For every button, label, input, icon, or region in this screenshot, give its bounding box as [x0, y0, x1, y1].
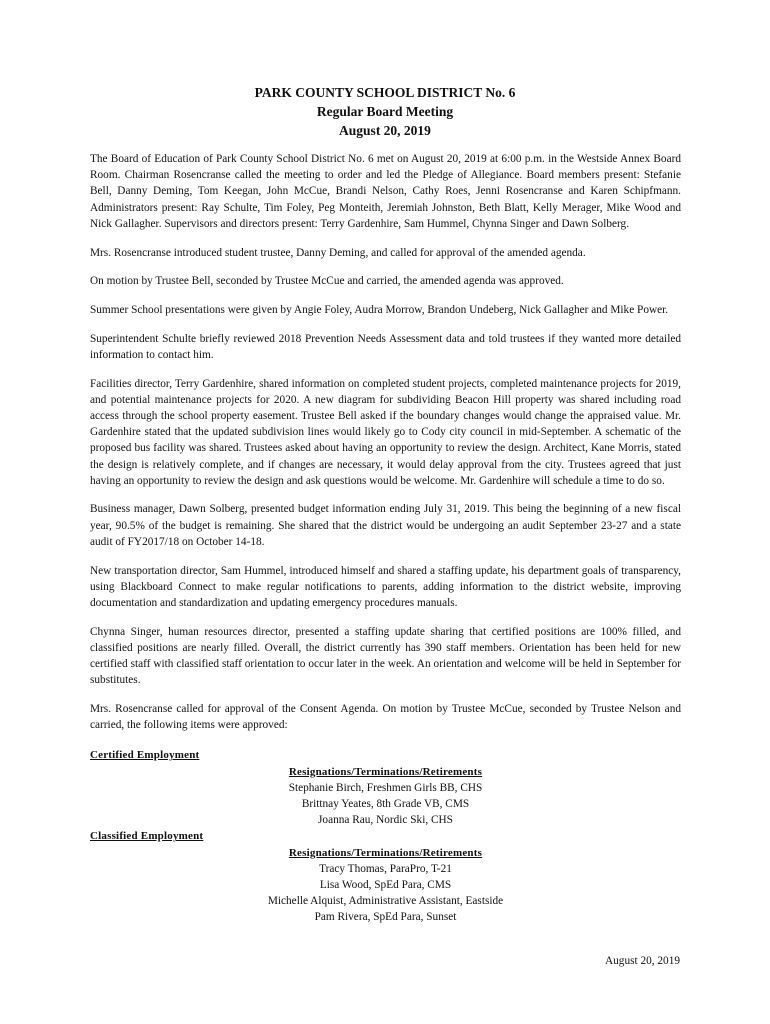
paragraph-student-trustee: Mrs. Rosencranse introduced student trustee, Danny Deming, and called for approval of the amended agenda. [90, 246, 586, 259]
list-item: Michelle Alquist, Administrative Assistant, Eastside [267, 895, 504, 908]
paragraph-attendance: The Board of Education of Park County School District No. 6 met on August 20, 2019 at 6:00 p.m. in the Westside Annex Board Room. Chairman Rosencranse called the meeting to order and led the Pledge of Allegiance. Board members present: Stefanie Bell, Danny Deming, Tom Keegan, John McCue, Brandi Nelson, Cathy Roes, Jenni Rosencranse and Karen Schipfmann. Administrators present: Ray Schulte, Tim Foley, Peg Monteith, Jeremiah Johnston, Beth Blatt, Kelly Merager, Mike Wood and Nick Gallagher. Supervisors and directors present: Terry Gardenhire, Sam Hummel, Chynna Singer and Dawn Solberg. [90, 153, 681, 230]
classified-employment-heading: Classified Employment [90, 830, 204, 843]
title-district: PARK COUNTY SCHOOL DISTRICT No. 6 [254, 85, 516, 100]
minutes-body [90, 151, 681, 926]
footer-date: August 20, 2019 [604, 955, 680, 967]
title-date: August 20, 2019 [339, 123, 431, 138]
certified-list [90, 764, 681, 829]
paragraph-superintendent: Superintendent Schulte briefly reviewed 2018 Prevention Needs Assessment data and told trustees if they wanted more detailed information to contact him. [90, 332, 681, 361]
paragraph-transportation: New transportation director, Sam Hummel, introduced himself and shared a staffing update, his department goals of transparency, using Blackboard Connect to make regular notifications to parents, adding information to the district website, improving documentation and standardization and updating emergency procedures manuals. [90, 564, 681, 609]
list-item: Brittnay Yeates, 8th Grade VB, CMS [301, 798, 470, 810]
title-meeting: Regular Board Meeting [316, 104, 454, 119]
document-title [0, 83, 770, 140]
paragraph-business: Business manager, Dawn Solberg, presented budget information ending July 31, 2019. This being the beginning of a new fiscal year, 90.5% of the budget is remaining. She shared that the district would be undergoing an audit September 23-27 and a state audit of FY2017/18 on October 14-18. [90, 503, 681, 548]
list-item: Lisa Wood, SpEd Para, CMS [319, 879, 452, 892]
paragraph-consent-agenda: Mrs. Rosencranse called for approval of the Consent Agenda. On motion by Trustee McCue, seconded by Trustee Nelson and carried, the following items were approved: [90, 702, 681, 732]
certified-subheading: Resignations/Terminations/Retirements [288, 765, 483, 778]
certified-employment-heading: Certified Employment [90, 749, 200, 762]
paragraph-summer-school: Summer School presentations were given by Angie Foley, Audra Morrow, Brandon Undeberg, Nick Gallagher and Mike Power. [90, 303, 669, 316]
list-item: Pam Rivera, SpEd Para, Sunset [314, 911, 457, 924]
paragraph-human-resources: Chynna Singer, human resources director, presented a staffing update sharing that certified positions are 100% filled, and classified positions are nearly filled. Overall, the district currently has 390 staff members. Orientation has been held for new certified staff with classified staff orientation to occur later in the week. An orientation and welcome will be held in September for substitutes. [90, 625, 681, 687]
list-item: Tracy Thomas, ParaPro, T-21 [319, 862, 452, 875]
classified-list [90, 845, 681, 926]
list-item: Stephanie Birch, Freshmen Girls BB, CHS [288, 781, 483, 794]
classified-subheading: Resignations/Terminations/Retirements [288, 846, 483, 859]
paragraph-agenda-motion: On motion by Trustee Bell, seconded by Trustee McCue and carried, the amended agenda was approved. [90, 275, 564, 288]
paragraph-facilities: Facilities director, Terry Gardenhire, shared information on completed student projects, completed maintenance projects for 2019, and potential maintenance projects for 2020. A new diagram for subdividing Beacon Hill property was shared including road access through the school property easement. Trustee Bell asked if the boundary changes would change the appraised value. Mr. Gardenhire stated that the updated subdivision lines would likely go to Cody city council in mid-September. A schematic of the proposed bus facility was shared. Trustees asked about having an opportunity to review the design. Architect, Kane Morris, stated the design is relatively complete, and if changes are necessary, it would delay approval from the city. Trustees agreed that just having an opportunity to review the design and ask questions would be welcome. Mr. Gardenhire will schedule a time to do so. [90, 377, 681, 487]
list-item: Joanna Rau, Nordic Ski, CHS [318, 814, 453, 827]
